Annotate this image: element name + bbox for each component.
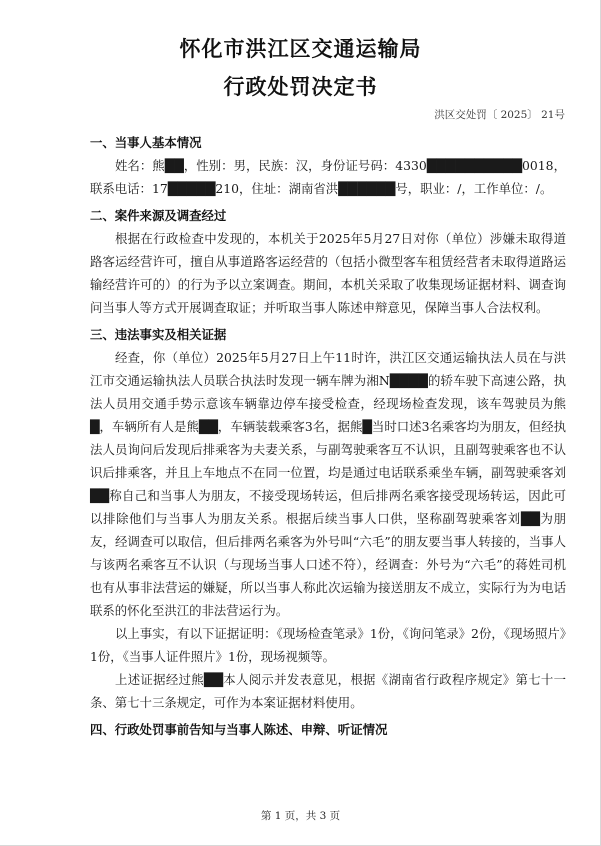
section-4-heading: 四、行政处罚事前告知与当事人陈述、申辩、听证情况	[90, 722, 388, 737]
section-3-evidence-use: 上述证据经过熊██本人阅示并发表意见，根据《湖南省行政程序规定》第七十一条、第七十三条规定，可作为本案证据材料使用。	[90, 672, 566, 710]
document-number: 洪区交处罚〔 2025〕 21号	[434, 109, 565, 121]
agency-title: 怀化市洪江区交通运输局	[179, 37, 422, 61]
section-1-heading: 一、当事人基本情况	[90, 135, 202, 150]
section-3-facts: 经查，你（单位）2025年5月27日上午11时许，洪江区交通运输执法人员在与洪江市交通运输执法人员联合执法时发现一辆车牌为湘N████的轿车驶下高速公路，执法人员用交通手势示意该车辆靠边停车接受检查，经现场检查发现，该车驾驶员为熊█，车辆所有人是熊██，车辆装载乘客3名，据熊█当时口述3名乘客均为朋友，但经执法人员询问后发现后排乘客为夫妻关系，与副驾驶乘客互不认识，且副驾驶乘客也不认识后排乘客，并且上车地点不在同一位置，均是通过电话联系乘坐车辆，副驾驶乘客刘██称自己和当事人为朋友，不接受现场转运，但后排两名乘客接受现场转运，因此可以排除他们与当事人为朋友关系。根据后续当事人口供，坚称副驾驶乘客刘██为朋友，经调查可以取信，但后排两名乘客为外号叫“六毛”的朋友要当事人转接的，当事人与该两名乘客互不认识（与现场当事人口述不符），经调查：外号为“六毛”的蒋姓司机也有从事非法营运的嫌疑，所以当事人称此次运输为接送朋友不成立，实际行为为电话联系的怀化至洪江的非法营运行为。	[90, 350, 566, 618]
section-2-case-source: 根据在行政检查中发现的，本机关于2025年5月27日对你（单位）涉嫌未取得道路客运经营许可，擅自从事道路客运经营的（包括小微型客车租赁经营者未取得道路运输经营许可的）的行为予以立案调查。期间，本机关采取了收集现场证据材料、调查询问当事人等方式开展调查取证；并听取当事人陈述申辩意见，保障当事人合法权利。	[90, 231, 566, 315]
section-3-heading: 三、违法事实及相关证据	[90, 327, 227, 342]
section-2-heading: 二、案件来源及调查经过	[90, 208, 227, 223]
section-1-party-info: 姓名：熊██，性别：男，民族：汉，身份证号码：4330██████████0018，联系电话：17█████210，住址：湖南省洪██████号，职业：/，工作单位：/。	[90, 158, 566, 196]
section-3-evidence-list: 以上事实，有以下证据证明：《现场检查笔录》1份，《询问笔录》2份，《现场照片》1份，《当事人证件照片》1份，现场视频等。	[90, 626, 566, 664]
document-type-title: 行政处罚决定书	[223, 75, 378, 99]
page-number: 第 1 页，共 3 页	[260, 810, 341, 822]
document-body	[90, 131, 566, 741]
